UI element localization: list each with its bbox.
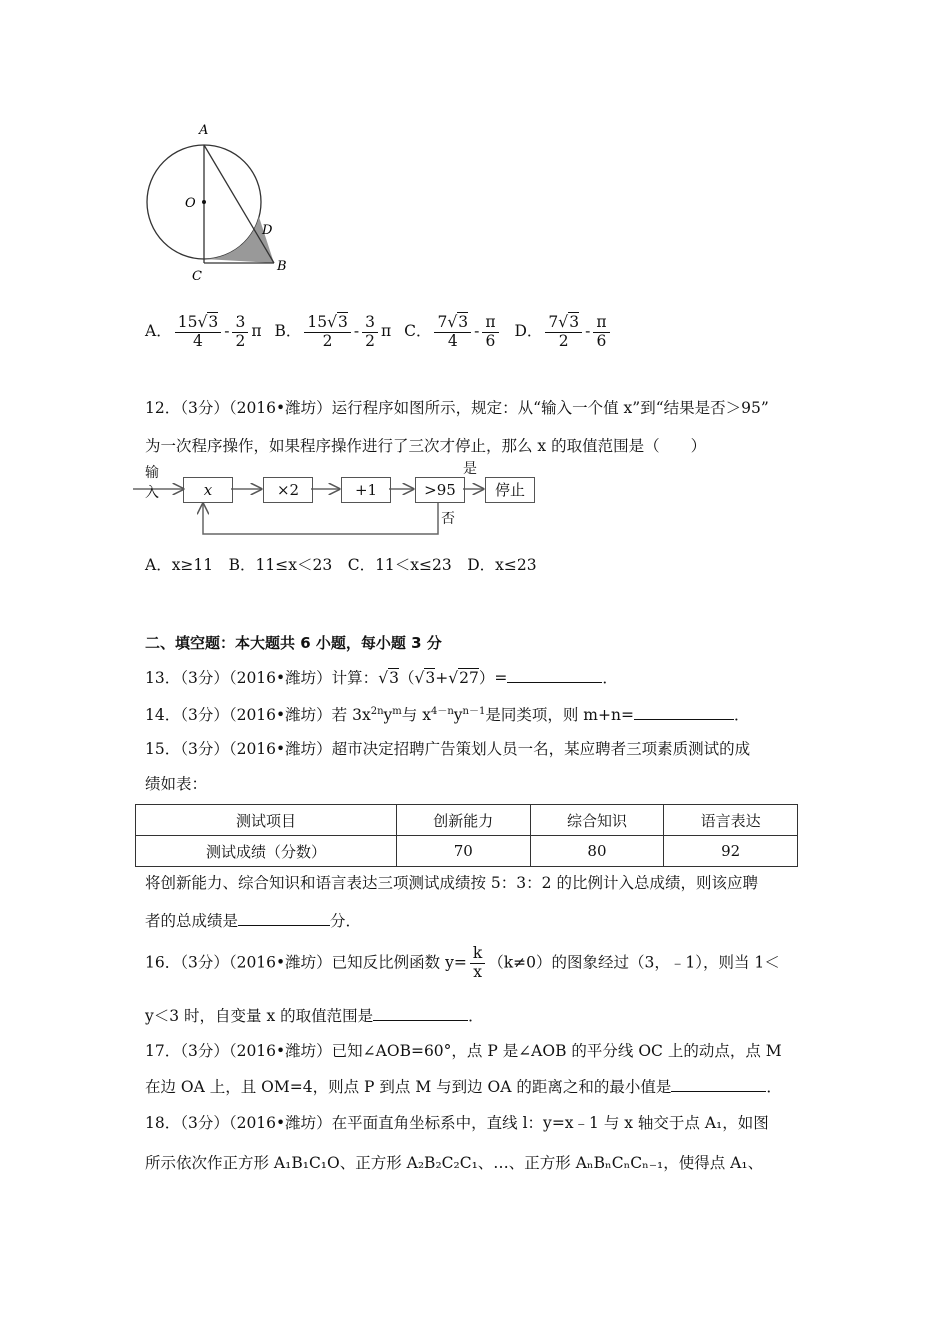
label-c: C	[192, 269, 202, 283]
q15-line1: 15．（3分）（2016•潍坊）超市决定招聘广告策划人员一名，某应聘者三项素质测试的成	[145, 740, 751, 758]
q15-line3: 将创新能力、综合知识和语言表达三项测试成绩按 5：3：2 的比例计入总成绩，则该应聘	[145, 874, 758, 892]
circle-geometry-figure	[135, 118, 305, 283]
q12-options[interactable]: A．x≥11 B．11≤x＜23 C．11＜x≤23 D．x≤23	[145, 556, 537, 574]
q13: 13．（3分）（2016•潍坊）计算：√3（√3+√27）= ．	[145, 669, 618, 687]
table-header: 综合知识	[530, 805, 664, 836]
option-d[interactable]: D． $\frac{7√3}{2}$ - $\frac{\pi}{6}$	[514, 322, 612, 340]
flow-no-label: 否	[441, 511, 455, 527]
table-header-row	[136, 805, 798, 836]
label-a: A	[199, 123, 209, 138]
answer-blank[interactable]	[373, 1006, 468, 1021]
q17-line1: 17．（3分）（2016•潍坊）已知∠AOB=60°，点 P 是∠AOB 的平分线 OC 上的动点，点 M	[145, 1042, 782, 1060]
flow-box-gt95: >95	[415, 477, 465, 503]
q18-line2: 所示依次作正方形 A₁B₁C₁O、正方形 A₂B₂C₂C₁、…、正方形 AₙBₙCₙCₙ₋₁，使得点 A₁、	[145, 1154, 764, 1172]
q18-line1: 18．（3分）（2016•潍坊）在平面直角坐标系中，直线 l：y=x﹣1 与 x 轴交于点 A₁，如图	[145, 1114, 769, 1132]
label-d: D	[262, 223, 273, 238]
flow-box-times2: ×2	[263, 477, 313, 503]
q15-line4: 者的总成绩是 分．	[145, 912, 362, 930]
table-header: 语言表达	[664, 805, 798, 836]
table-cell: 92	[664, 836, 798, 867]
answer-blank[interactable]	[507, 668, 602, 683]
label-b: B	[277, 259, 287, 274]
table-cell: 70	[396, 836, 530, 867]
table-cell: 测试成绩（分数）	[136, 836, 397, 867]
answer-blank[interactable]	[238, 911, 330, 926]
q17-line2: 在边 OA 上，且 OM=4，则点 P 到点 M 与到边 OA 的距离之和的最小值是 ．	[145, 1078, 782, 1096]
q16-line1: 16．（3分）（2016•潍坊）已知反比例函数 y= $\frac{k}{x}$ （k≠0）的图象经过（3，﹣1），则当 1＜	[145, 944, 780, 981]
table-row	[136, 836, 798, 867]
flow-box-x: x	[183, 477, 233, 503]
q12-line2: 为一次程序操作，如果程序操作进行了三次才停止，那么 x 的取值范围是（ ）	[145, 437, 707, 455]
table-header: 创新能力	[396, 805, 530, 836]
answer-blank[interactable]	[634, 705, 734, 720]
flow-box-plus1: +1	[341, 477, 391, 503]
flow-input-label: 输入	[145, 465, 159, 501]
table-cell: 80	[530, 836, 664, 867]
option-a[interactable]: A． $\frac{15√3}{4}$ - $\frac{3}{2}$ π	[145, 313, 262, 350]
option-b[interactable]: B． $\frac{15√3}{2}$ - $\frac{3}{2}$ π	[274, 313, 392, 350]
q14: 14．（3分）（2016•潍坊）若 $3x^{2n}y^m$与 $x^{4-n}y^{n-1}$是同类项，则 m+n= ．	[145, 706, 750, 725]
q11-options	[145, 314, 613, 351]
flow-yes-label: 是	[463, 461, 477, 477]
q16-line2: y＜3 时，自变量 x 的取值范围是 ．	[145, 1007, 484, 1025]
flow-box-stop: 停止	[485, 477, 535, 503]
answer-blank[interactable]	[671, 1077, 766, 1092]
label-o: O	[185, 196, 196, 211]
table-header: 测试项目	[136, 805, 397, 836]
q12-line1: 12．（3分）（2016•潍坊）运行程序如图所示，规定：从“输入一个值 x”到“结果是否＞95”	[145, 399, 769, 417]
score-table	[135, 804, 798, 867]
section-2-heading: 二、填空题：本大题共 6 小题，每小题 3 分	[145, 634, 442, 652]
q15-line2: 绩如表：	[145, 775, 208, 793]
option-c[interactable]: C． $\frac{7√3}{4}$ - $\frac{\pi}{6}$	[404, 322, 501, 340]
